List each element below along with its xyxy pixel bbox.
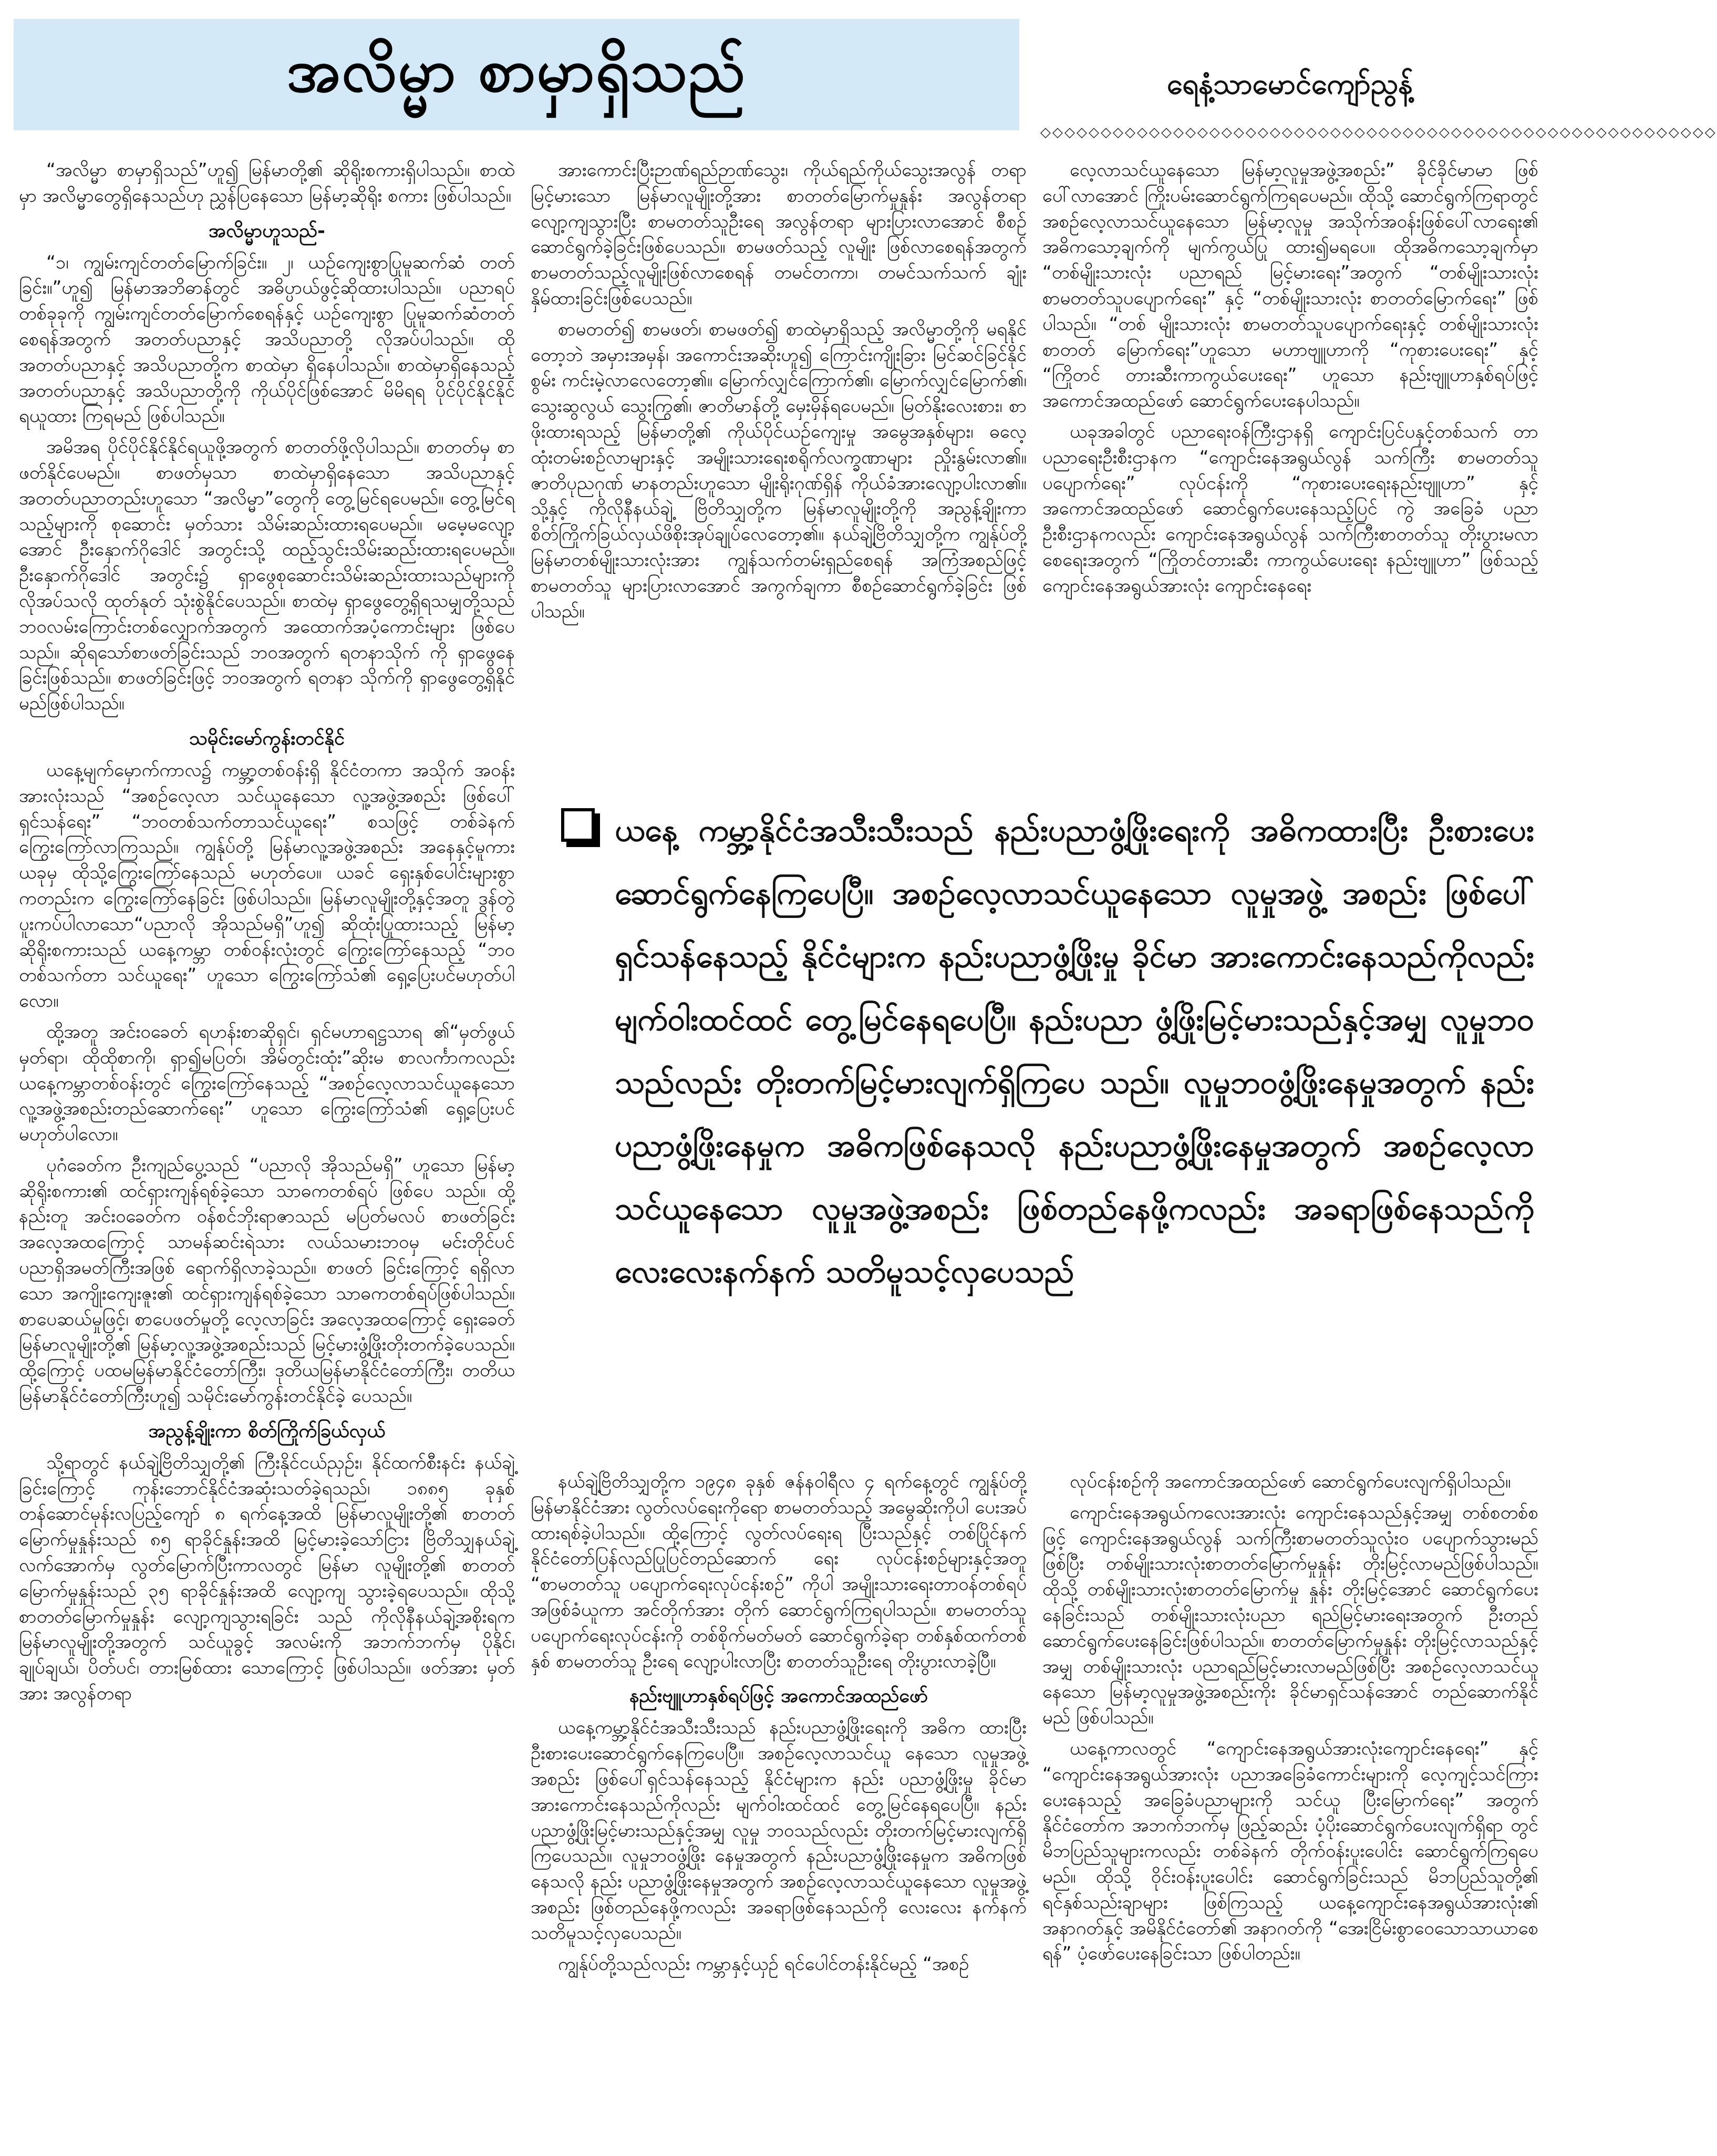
diamond-divider: ◇◇◇◇◇◇◇◇◇◇◇◇◇◇◇◇◇◇◇◇◇◇◇◇◇◇◇◇◇◇◇◇◇◇◇◇◇◇◇◇◇◇◇◇◇◇◇◇◇◇◇◇◇◇◇◇ xyxy=(1040,125,1717,140)
paragraph: စာမတတ်၍ စာမဖတ်၊ စာမဖတ်၍ စာထဲမှာရှိသည့် အလိမ္မာတို့ကို မရနိုင်တော့ဘဲ အမှားအမှန်၊ အကောင်းအဆိုးဟူ၍ ကြောင်းကျိုးခြား မြင်ဆင်ခြင်နိုင်စွမ်း ကင်းမဲ့လာလေတော့၏။ မြောက်လျှင်ကြောက်၏၊ မြောက်လျှင်မြောက်၏၊ သွေးဆွလွယ် သွေးကြွ၏၊ ဇာတိမာန်တို့ မှေးမှိန်ရပေမည်။ မြတ်နိုးလေးစား၊ စာဖိုးထားရသည့် မြန်မာတို့၏ ကိုယ်ပိုင်ယဉ်ကျေးမှု အမွေအနှစ်များ၊ ဓလေ့ထုံးတမ်းစဉ်လာများနှင့် အမျိုးသားရေးစရိုက်လက္ခဏာများ ညှိုးနွမ်းလာ၏။ ဇာတိပုညဂုဏ် မာနတည်းဟူသော မျိုးရိုးဂုဏ်ရှိန် ကိုယ်ခံအားလျော့ပါးလာ၏။ သို့နှင့် ကိုလိုနီနယ်ချဲ့ ဗြိတိသျှတို့က မြန်မာလူမျိုးတို့ကို အညွန့်ချိုးကာ စိတ်ကြိုက်ခြယ်လှယ်ဖိစိုးအုပ်ချုပ်လေတော့၏။ နယ်ချဲ့ဗြိတိသျှတို့က ကျွန်ုပ်တို့ မြန်မာတစ်မျိုးသားလုံးအား ကျွန်သက်တမ်းရှည်စေရန် အကြံအစည်ဖြင့် စာမတတ်သူ များပြားလာအောင် အကွက်ချကာ စီစဉ်ဆောင်ရွက်ခဲ့ခြင်း ဖြစ်ပါသည်။ xyxy=(531,318,1027,622)
section-heading: အညွန့်ချိုးကာ စိတ်ကြိုက်ခြယ်လှယ် xyxy=(148,1420,386,1442)
byline: ရေနံ့သာမောင်ကျော်ညွန့် xyxy=(1166,67,1413,100)
paragraph: လုပ်ငန်းစဉ်ကို အကောင်အထည်ဖော် ဆောင်ရွက်ပေးလျက်ရှိပါသည်။ xyxy=(1070,1471,1511,1492)
paragraph: “အလိမ္မာ စာမှာရှိသည်”ဟူ၍ မြန်မာတို့၏ ဆိုရိုးစကားရှိပါသည်။ စာထဲမှာ အလိမ္မာတွေရှိနေသည်ဟု ညွှန်ပြနေသော မြန်မာ့ဆိုရိုး စကား ဖြစ်ပါသည်။ xyxy=(19,160,515,207)
paragraph: နယ်ချဲ့ဗြိတိသျှတို့က ၁၉၄၈ ခုနှစ် ဇန်နဝါရီလ ၄ ရက်နေ့တွင် ကျွန်ုပ်တို့မြန်မာနိုင်ငံအား လွတ်လပ်ရေးကိုရော စာမတတ်သည့် အမွေဆိုးကိုပါ ပေးအပ်ထားရစ်ခဲ့ပါသည်။ ထို့ကြောင့် လွတ်လပ်ရေးရ ပြီးသည်နှင့် တစ်ပြိုင်နက် နိုင်ငံတော်ပြန်လည်ပြုပြင်တည်ဆောက် ရေး လုပ်ငန်းစဉ်များနှင့်အတူ “စာမတတ်သူ ပပျောက်ရေးလုပ်ငန်းစဉ်” ကိုပါ အမျိုးသားရေးတာဝန်တစ်ရပ်အဖြစ်ခံယူကာ အင်တိုက်အား တိုက် ဆောင်ရွက်ကြရပါသည်။ စာမတတ်သူပပျောက်ရေးလုပ်ငန်းကို တစ်စိုက်မတ်မတ် ဆောင်ရွက်ခဲ့ရာ တစ်နှစ်ထက်တစ်နှစ် စာမတတ်သူ ဦးရေ လျော့ပါးလာပြီး စာတတ်သူဦးရေ တိုးပွားလာခဲ့ပြီ။ xyxy=(531,1471,1027,1672)
column-3-lower xyxy=(1042,1469,1538,2149)
paragraph: ယနေ့ကမ္ဘာ့နိုင်ငံအသီးသီးသည် နည်းပညာဖွံ့ဖြိုးရေးကို အဓိက ထားပြီး ဦးစားပေးဆောင်ရွက်နေကြပေပြီ။ အစဉ်လေ့လာသင်ယူ နေသော လူမှုအဖွဲ့အစည်း ဖြစ်ပေါ်ရှင်သန်နေသည့် နိုင်ငံများက နည်း ပညာဖွံ့ဖြိုးမှု ခိုင်မာအားကောင်းနေသည်ကိုလည်း မျက်ဝါးထင်ထင် တွေ့မြင်နေရပေပြီ။ နည်းပညာဖွံ့ဖြိုးမြင့်မားသည်နှင့်အမျှ လူမှု ဘဝသည်လည်း တိုးတက်မြင့်မားလျက်ရှိကြပေသည်။ လူမှုဘဝဖွံ့ဖြိုး နေမှုအတွက် နည်းပညာဖွံ့ဖြိုးနေမှုက အဓိကဖြစ်နေသလို နည်း ပညာဖွံ့ဖြိုးနေမှုအတွက် အစဉ်လေ့လာသင်ယူနေသော လူမှုအဖွဲ့ အစည်း ဖြစ်တည်နေဖို့ကလည်း အခရာဖြစ်နေသည်ကို လေးလေး နက်နက် သတိမူသင့်လှပေသည်။ xyxy=(531,1717,1027,1944)
paragraph: ယနေ့မျက်မှောက်ကာလ၌ ကမ္ဘာ့တစ်ဝန်းရှိ နိုင်ငံတကာ အသိုက် အဝန်းအားလုံးသည် “အစဉ်လေ့လာ သင်ယူနေသော လူ့အဖွဲ့အစည်း ဖြစ်ပေါ်ရှင်သန်ရေး” “ဘဝတစ်သက်တာသင်ယူရေး” စသဖြင့် တစ်ခဲနက် ကြွေးကြော်လာကြသည်။ ကျွန်ုပ်တို့ မြန်မာလူ့အဖွဲ့အစည်း အနေနှင့်မူကား ယခုမှ ထိုသို့ကြွေးကြော်နေသည် မဟုတ်ပေ။ ယခင် ရှေးနှစ်ပေါင်းများစွာကတည်းက ကြွေးကြော်နေခြင်း ဖြစ်ပါသည်။ မြန်မာလူမျိုးတို့နှင့်အတူ ဒွန်တွဲပူးကပ်ပါလာသော“ပညာလို အိုသည်မရှိ”ဟူ၍ ဆိုထုံးပြုထားသည့် မြန်မာ့ဆိုရိုးစကားသည် ယနေ့ကမ္ဘာ တစ်ဝန်းလုံးတွင် ကြွေးကြော်နေသည့် “ဘဝတစ်သက်တာ သင်ယူရေး” ဟူသော ကြွေးကြော်သံ၏ ရှေ့ပြေးပင်မဟုတ်ပါလော။ xyxy=(19,759,515,1012)
square-bullet-icon xyxy=(561,808,595,842)
paragraph: ထို့အတူ အင်းဝခေတ် ရဟန်းစာဆိုရှင်၊ ရှင်မဟာရဋ္ဌသာရ ၏“မှတ်ဖွယ်မှတ်ရာ၊ ထိုထိုစာကို၊ ရှာ၍မပြတ်၊ အိမ်တွင်းထုံး”ဆိုးမ စာလင်္ကာကလည်း ယနေ့ကမ္ဘာတစ်ဝန်းတွင် ကြွေးကြော်နေသည့် “အစဉ်လေ့လာသင်ယူနေသော လူ့အဖွဲ့အစည်းတည်ဆောက်ရေး” ဟူသော ကြွေးကြော်သံ၏ ရှေ့ပြေးပင် မဟုတ်ပါလော။ xyxy=(19,1021,515,1146)
column-2-lower xyxy=(531,1469,1027,2149)
paragraph: ကျွန်ုပ်တို့သည်လည်း ကမ္ဘာနှင့်ယှဉ် ရင်ပေါင်တန်းနိုင်မည့် “အစဉ် xyxy=(558,1953,969,1975)
paragraph: ပုဂံခေတ်က ဦးကျည်ပွေ့သည် “ပညာလို အိုသည်မရှိ” ဟူသော မြန်မာ့ဆိုရိုးစကား၏ ထင်ရှားကျန်ရစ်ခဲ့သော သာဓကတစ်ရပ် ဖြစ်ပေ သည်။ ထို့နည်းတူ အင်းဝခေတ်က ဝန်စင်ဘိုးရာဇာသည် မပြတ်မလပ် စာဖတ်ခြင်း အလေ့အထကြောင့် သာမန်ဆင်းရဲသား လယ်သမားဘဝမှ မင်းတိုင်ပင် ပညာရှိအမတ်ကြီးအဖြစ် ရောက်ရှိလာခဲ့သည်။ စာဖတ် ခြင်းကြောင့် ရရှိလာသော အကျိုးကျေးဇူး၏ ထင်ရှားကျန်ရစ်ခဲ့သော သာဓကတစ်ရပ်ဖြစ်ပါသည်။ စာပေဆယ်မှုဖြင့်၊ စာပေဖတ်မှုတို့ လေ့လာခြင်း အလေ့အထကြောင့် ရှေးခေတ်မြန်မာလူမျိုးတို့၏ မြန်မာ့လူ့အဖွဲ့အစည်းသည် မြင့်မားဖွံ့ဖြိုးတိုးတက်ခဲ့ပေသည်။ ထို့ကြောင့် ပထမမြန်မာနိုင်ငံတော်ကြီး၊ ဒုတိယမြန်မာနိုင်ငံတော်ကြီး၊ တတိယမြန်မာနိုင်ငံတော်ကြီးဟူ၍ သမိုင်းမော်ကွန်းတင်နိုင်ခဲ့ ပေသည်။ xyxy=(19,1154,515,1407)
paragraph: အမိအရ ပိုင်ပိုင်နိုင်နိုင်ရယူဖို့အတွက် စာတတ်ဖို့လိုပါသည်။ စာတတ်မှ စာဖတ်နိုင်ပေမည်။ စာဖတ်မှသာ စာထဲမှာရှိနေသော အသိပညာနှင့် အတတ်ပညာတည်းဟူသော “အလိမ္မာ”တွေကို တွေ့မြင်ရပေမည်။ တွေ့မြင်ရသည့်များကို စုဆောင်း မှတ်သား သိမ်းဆည်းထားရပေမည်။ မမေ့မလျော့အောင် ဦးနှောက်ဂိုဒေါင် အတွင်းသို့ ထည့်သွင်းသိမ်းဆည်းထားရပေမည်။ ဦးနှောက်ဂိုဒေါင် အတွင်း၌ ရှာဖွေစုဆောင်းသိမ်းဆည်းထားသည်များကို လိုအပ်သလို ထုတ်နုတ် သုံးစွဲနိုင်ပေသည်။ စာထဲမှ ရှာဖွေတွေ့ရှိရသမျှတို့သည် ဘဝလမ်းကြောင်းတစ်လျှောက်အတွက် အထောက်အပံ့ကောင်းများ ဖြစ်ပေသည်။ ဆိုရသော်စာဖတ်ခြင်းသည် ဘဝအတွက် ရတနာသိုက် ကို ရှာဖွေနေခြင်းဖြစ်သည်။ စာဖတ်ခြင်းဖြင့် ဘဝအတွက် ရတနာ သိုက်ကို ရှာဖွေတွေ့ရှိနိုင်မည်ဖြစ်ပါသည်။ xyxy=(19,437,515,715)
column-2 xyxy=(531,158,1027,788)
pull-quote-text: ယနေ့ ကမ္ဘာ့နိုင်ငံအသီးသီးသည် နည်းပညာဖွံ့ဖြိုးရေးကို အဓိကထားပြီး ဦးစားပေးဆောင်ရွက်နေကြပေပြီ။ အစဉ်လေ့လာသင်ယူနေသော လူမှုအဖွဲ့ အစည်း ဖြစ်ပေါ်ရှင်သန်နေသည့် နိုင်ငံများက နည်းပညာဖွံ့ဖြိုးမှု ခိုင်မာ အားကောင်းနေသည်ကိုလည်း မျက်ဝါးထင်ထင် တွေ့မြင်နေရပေပြီ။ နည်းပညာ ဖွံ့ဖြိုးမြင့်မားသည်နှင့်အမျှ လူမှုဘဝသည်လည်း တိုးတက်မြင့်မားလျက်ရှိကြပေ သည်။ လူမှုဘဝဖွံ့ဖြိုးနေမှုအတွက် နည်းပညာဖွံ့ဖြိုးနေမှုက အဓိကဖြစ်နေသလို နည်းပညာဖွံ့ဖြိုးနေမှုအတွက် အစဉ်လေ့လာသင်ယူနေသော လူမှုအဖွဲ့အစည်း ဖြစ်တည်နေဖို့ကလည်း အခရာဖြစ်နေသည်ကို လေးလေးနက်နက် သတိမူသင့်လှပေသည် xyxy=(615,812,1534,1290)
column-3 xyxy=(1042,158,1538,788)
paragraph: ယနေ့ကာလတွင် “ကျောင်းနေအရွယ်အားလုံးကျောင်းနေရေး” နှင့် “ကျောင်းနေအရွယ်အားလုံး ပညာအခြေခံကောင်းများကို လေ့ကျင့်သင်ကြားပေးနေသည့် အခြေခံပညာများကို သင်ယူ ပြီးမြောက်ရေး” အတွက် နိုင်ငံတော်က အဘက်ဘက်မှ ဖြည့်ဆည်း ပံ့ပိုးဆောင်ရွက်ပေးလျက်ရှိရာ တွင် မိဘပြည်သူများကလည်း တစ်ခဲနက် တိုက်ဝန်းပူးပေါင်း ဆောင်ရွက်ကြရပေမည်။ ထိုသို့ ဝိုင်းဝန်းပူးပေါင်း ဆောင်ရွက်ခြင်းသည် မိဘပြည်သူတို့၏ ရင်နှစ်သည်းချာများ ဖြစ်ကြသည့် ယနေ့ကျောင်းနေအရွယ်အားလုံး၏ အနာဂတ်နှင့် အမိနိုင်ငံတော်၏ အနာဂတ်ကို “အေးငြိမ်းစွာဝေသောသာယာစေရန်” ပံ့ဖော်ပေးနေခြင်းသာ ဖြစ်ပါတည်း။ xyxy=(1042,1738,1538,1965)
paragraph: ယခုအခါတွင် ပညာရေးဝန်ကြီးဌာနရှိ ကျောင်းပြင်ပနှင့်တစ်သက် တာပညာရေးဦးစီးဌာနက “ကျောင်းနေအရွယ်လွန် သက်ကြီး စာမတတ်သူပပျောက်ရေး” လုပ်ငန်းကို “ကုစားပေးရေးနည်းဗျူဟာ” နှင့် အကောင်အထည်ဖော် ဆောင်ရွက်ပေးနေသည့်ပြင် ကွဲ အခြေခံ ပညာဦးစီးဌာနကလည်း ကျောင်းနေအရွယ်လွန် သက်ကြီးစာတတ်သူ တိုးပွားမလာစေရေးအတွက် “ကြိုတင်တားဆီး ကာကွယ်ပေးရေး နည်းဗျူဟာ” ဖြစ်သည့် ကျောင်းနေအရွယ်အားလုံး ကျောင်းနေရေး xyxy=(1042,421,1538,596)
pull-quote xyxy=(552,799,1534,1453)
paragraph: သို့ရာတွင် နယ်ချဲ့ဗြိတိသျှတို့၏ ကြီးနိုင်ငယ်ညှဉ်း၊ နိုင်ထက်စီးနင်း နယ်ချဲ့ခြင်းကြောင့် ကုန်းဘောင်နိုင်ငံအဆုံးသတ်ခဲ့ရသည်၊ ၁၈၈၅ ခုနှစ် တန်ဆောင်မုန်းလပြည့်ကျော် ၈ ရက်နေ့အထိ မြန်မာလူမျိုးတို့၏ စာတတ်မြောက်မှုနှုန်းသည် ၈၅ ရာခိုင်နှုန်းအထိ မြင့်မားခဲ့သော်ငြား ဗြိတိသျှနယ်ချဲ့လက်အောက်မှ လွတ်မြောက်ပြီးကာလတွင် မြန်မာ လူမျိုးတို့၏ စာတတ်မြောက်မှုနှုန်းသည် ၃၅ ရာခိုင်နှုန်းအထိ လျော့ကျ သွားခဲ့ရပေသည်။ ထိုသို့စာတတ်မြောက်မှုနှုန်း လျော့ကျသွားရခြင်း သည် ကိုလိုနီနယ်ချဲ့အစိုးရက မြန်မာလူမျိုးတို့အတွက် သင်ယူခွင့် အလမ်းကို အဘက်ဘက်မှ ပိုနိုင်၊ ချုပ်ချယ်၊ ပိတ်ပင်၊ တားမြစ်ထား သောကြောင့် ဖြစ်ပါသည်။ ဖတ်အား မှတ်အား အလွန်တရာ xyxy=(19,1452,515,1705)
section-heading: အလိမ္မာဟူသည်- xyxy=(209,220,325,242)
paragraph: ကျောင်းနေအရွယ်ကလေးအားလုံး ကျောင်းနေသည်နှင့်အမျှ တစ်စတစ်စဖြင့် ကျောင်းနေအရွယ်လွန် သက်ကြီးစာမတတ်သူလုံးဝ ပပျောက်သွားမည်ဖြစ်ပြီး တစ်မျိုးသားလုံးစာတတ်မြောက်မှုနှုန်း တိုးမြင့်လာမည်ဖြစ်ပါသည်။ ထိုသို့ တစ်မျိုးသားလုံးစာတတ်မြောက်မှု နှုန်း တိုးမြင့်အောင် ဆောင်ရွက်ပေးနေခြင်းသည် တစ်မျိုးသားလုံးပညာ ရည်မြင့်မားရေးအတွက် ဦးတည်ဆောင်ရွက်ပေးနေခြင်းဖြစ်ပါသည်။ စာတတ်မြောက်မှုနှုန်း တိုးမြင့်လာသည်နှင့်အမျှ တစ်မျိုးသားလုံး ပညာရည်မြင့်မားလာမည်ဖြစ်ပြီး အစဉ်လေ့လာသင်ယူနေသော မြန်မာ့လူမှုအဖွဲ့အစည်းကိုး ခိုင်မာရှင်သန်အောင် တည်ဆောက်နိုင်မည် ဖြစ်ပါသည်။ xyxy=(1042,1502,1538,1729)
section-heading: သမိုင်းမော်ကွန်းတင်နိုင် xyxy=(189,727,345,749)
paragraph: အားကောင်းပြီးဉာဏ်ရည်ဉာဏ်သွေး၊ ကိုယ်ရည်ကိုယ်သွေးအလွန် တရာ မြင့်မားသော မြန်မာလူမျိုးတို့အား စာတတ်မြောက်မှုနှုန်း အလွန်တရာ လျော့ကျသွားပြီး စာမတတ်သူဦးရေ အလွန်တရာ များပြားလာအောင် စီစဉ်ဆောင်ရွက်ခဲ့ခြင်းဖြစ်ပေသည်။ စာမဖတ်သည့် လူမျိုး ဖြစ်လာစေရန်အတွက် စာမတတ်သည့်လူမျိုးဖြစ်လာစေရန် တမင်တကာ၊ တမင်သက်သက် ချုံးနှိမ်ထားခြင်းဖြစ်ပေသည်။ xyxy=(531,160,1027,309)
paragraph: “၁၊ ကျွမ်းကျင်တတ်မြောက်ခြင်း။ ၂၊ ယဉ်ကျေးစွာပြုမူဆက်ဆံ တတ်ခြင်း။”ဟူ၍ မြန်မာအဘိဓာန်တွင် အဓိပ္ပာယ်ဖွင့်ဆိုထားပါသည်။ ပညာရပ်တစ်ခုခုကို ကျွမ်းကျင်တတ်မြောက်စေရန်နှင့် ယဉ်ကျေးစွာ ပြုမူဆက်ဆံတတ်စေရန်အတွက် အတတ်ပညာနှင့် အသိပညာတို့ လိုအပ်ပါသည်။ ထိုအတတ်ပညာနှင့် အသိပညာတို့က စာထဲမှာ ရှိနေပါသည်။ စာထဲမှာရှိနေသည့် အတတ်ပညာနှင့် အသိပညာတို့ကို ကိုယ်ပိုင်ဖြစ်အောင် မိမိရရ ပိုင်ပိုင်နိုင်နိုင်ရယူထား ကြရမည် ဖြစ်ပါသည်။ xyxy=(19,252,515,427)
section-heading: နည်းဗျူဟာနှစ်ရပ်ဖြင့် အကောင်အထည်ဖော် xyxy=(629,1685,928,1707)
column-1 xyxy=(19,158,515,2149)
paragraph: လေ့လာသင်ယူနေသော မြန်မာ့လူမှုအဖွဲ့အစည်း” ခိုင်ခိုင်မာမာ ဖြစ်ပေါ်လာအောင် ကြိုးပမ်းဆောင်ရွက်ကြရပေမည်။ ထိုသို့ ဆောင်ရွက်ကြရာတွင် အစဉ်လေ့လာသင်ယူနေသော မြန်မာ့လူမှု အသိုက်အဝန်းဖြစ်ပေါ်လာရေး၏ အဓိကသော့ချက်ကို မျက်ကွယ်ပြု ထား၍မရပေ။ ထိုအဓိကသော့ချက်မှာ “တစ်မျိုးသားလုံး ပညာရည် မြင့်မားရေး”အတွက် “တစ်မျိုးသားလုံး စာမတတ်သူပပျောက်ရေး” နှင့် “တစ်မျိုးသားလုံး စာတတ်မြောက်ရေး” ဖြစ်ပါသည်။ “တစ် မျိုးသားလုံး စာမတတ်သူပပျောက်ရေးနှင့် တစ်မျိုးသားလုံးစာတတ် မြောက်ရေး”ဟူသော မဟာဗျူဟာကို “ကုစားပေးရေး” နှင့် “ကြိုတင် တားဆီးကာကွယ်ပေးရေး” ဟူသော နည်းဗျူဟာနှစ်ရပ်ဖြင့် အကောင်အထည်ဖော် ဆောင်ရွက်ပေးနေပါသည်။ xyxy=(1042,160,1538,412)
article-title: အလိမ္မာ စာမှာရှိသည် xyxy=(286,37,747,105)
